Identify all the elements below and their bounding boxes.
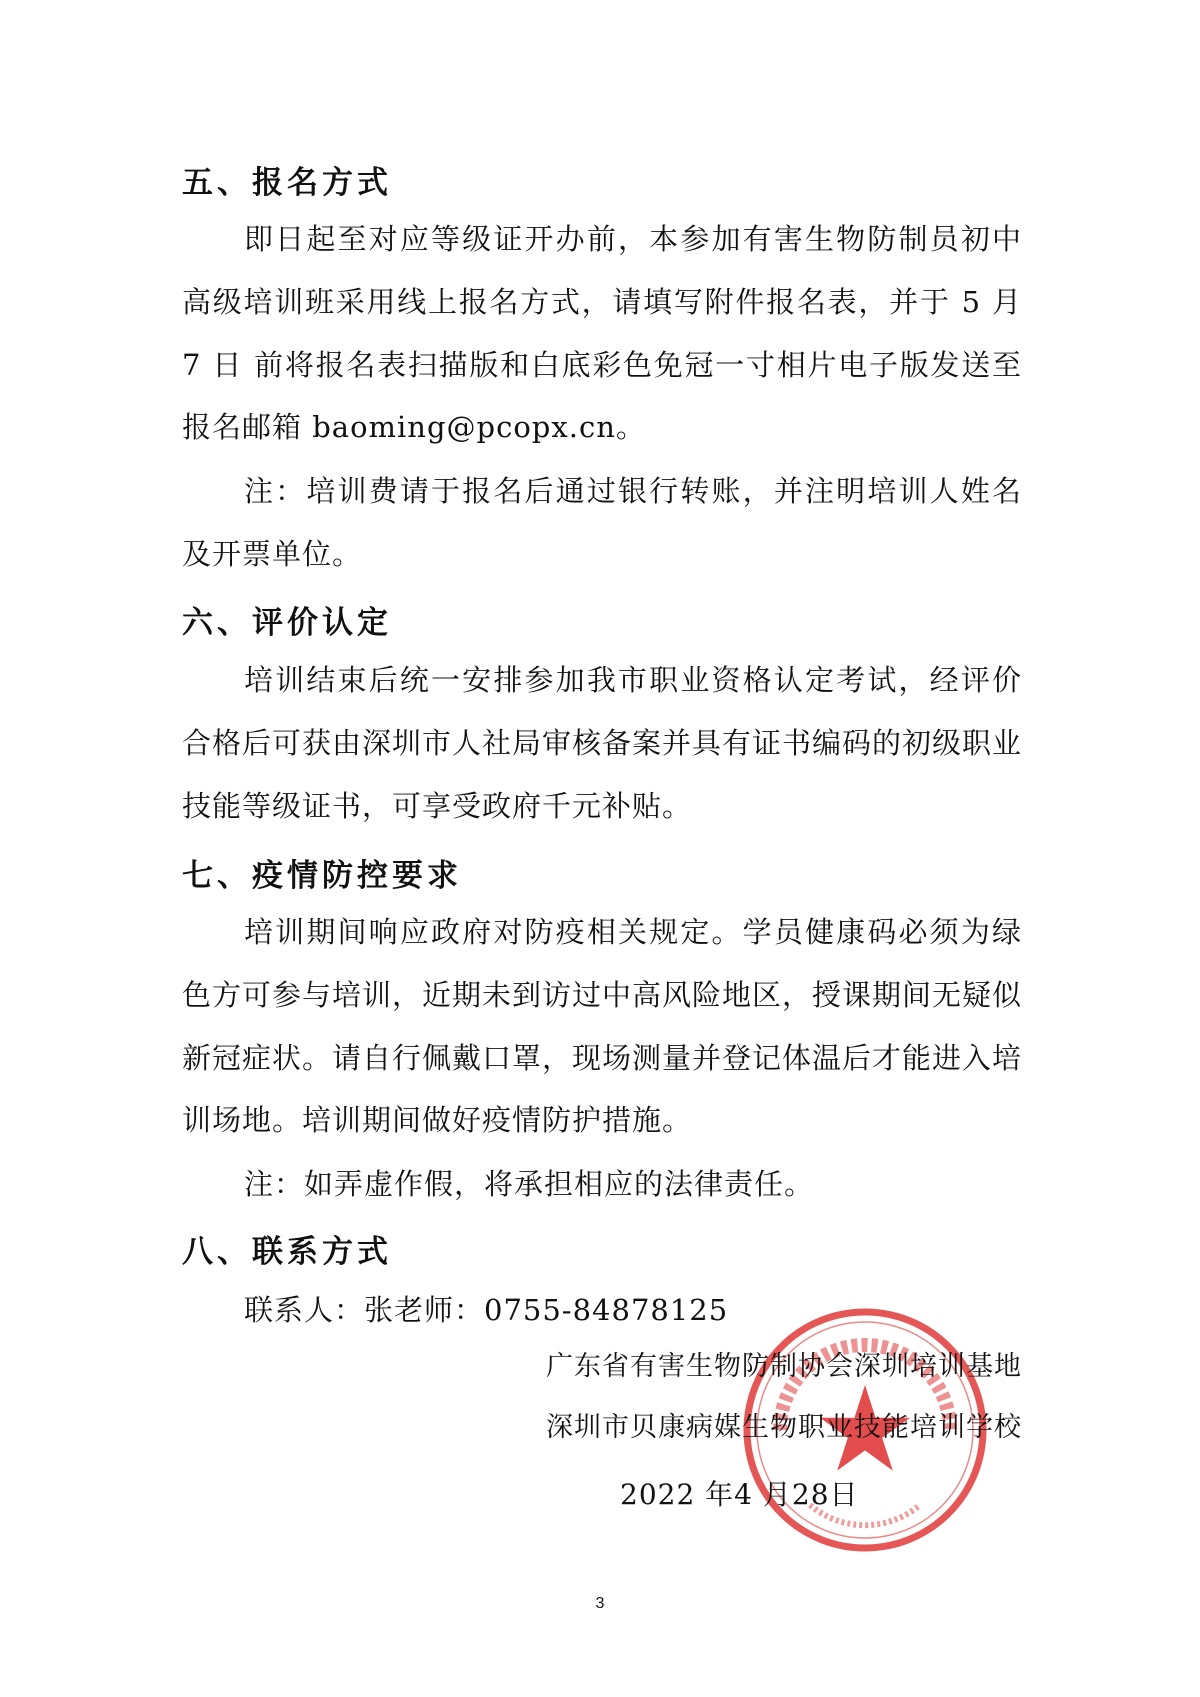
page-number: 3 [595,1595,605,1612]
section-6-heading: 六、评价认定 [182,605,392,641]
signature-date: 2022 年4 月28日 [620,1478,859,1511]
section-5-heading: 五、报名方式 [182,165,392,201]
signature-org-1: 广东省有害生物防制协会深圳培训基地 [546,1351,1022,1382]
section-7-paragraph: 培训期间响应政府对防疫相关规定。学员健康码必须为绿色方可参与培训，近期未到访过中高风险地区，授课期间无疑似新冠症状。请自行佩戴口罩，现场测量并登记体温后才能进入培训场地。培训期间做好疫情防护措施。 [182,915,1023,1138]
section-5-note: 注：培训费请于报名后通过银行转账，并注明培训人姓名及开票单位。 [182,474,1022,571]
section-6-paragraph: 培训结束后统一安排参加我市职业资格认定考试，经评价合格后可获由深圳市人社局审核备案并具有证书编码的初级职业技能等级证书，可享受政府千元补贴。 [182,663,1023,823]
signature-org-2: 深圳市贝康病媒生物职业技能培训学校 [546,1412,1022,1443]
contact-line: 联系人：张老师：0755-84878125 [244,1293,729,1327]
section-7-heading: 七、疫情防控要求 [182,858,462,894]
section-7-note: 注：如弄虚作假，将承担相应的法律责任。 [244,1167,815,1201]
section-5-paragraph: 即日起至对应等级证开办前，本参加有害生物防制员初中高级培训班采用线上报名方式，请填写附件报名表，并于 5 月 7 日 前将报名表扫描版和白底彩色免冠一寸相片电子版发送至报名邮箱 baoming@pcopx.cn。 [182,222,1022,445]
section-8-heading: 八、联系方式 [182,1234,392,1270]
